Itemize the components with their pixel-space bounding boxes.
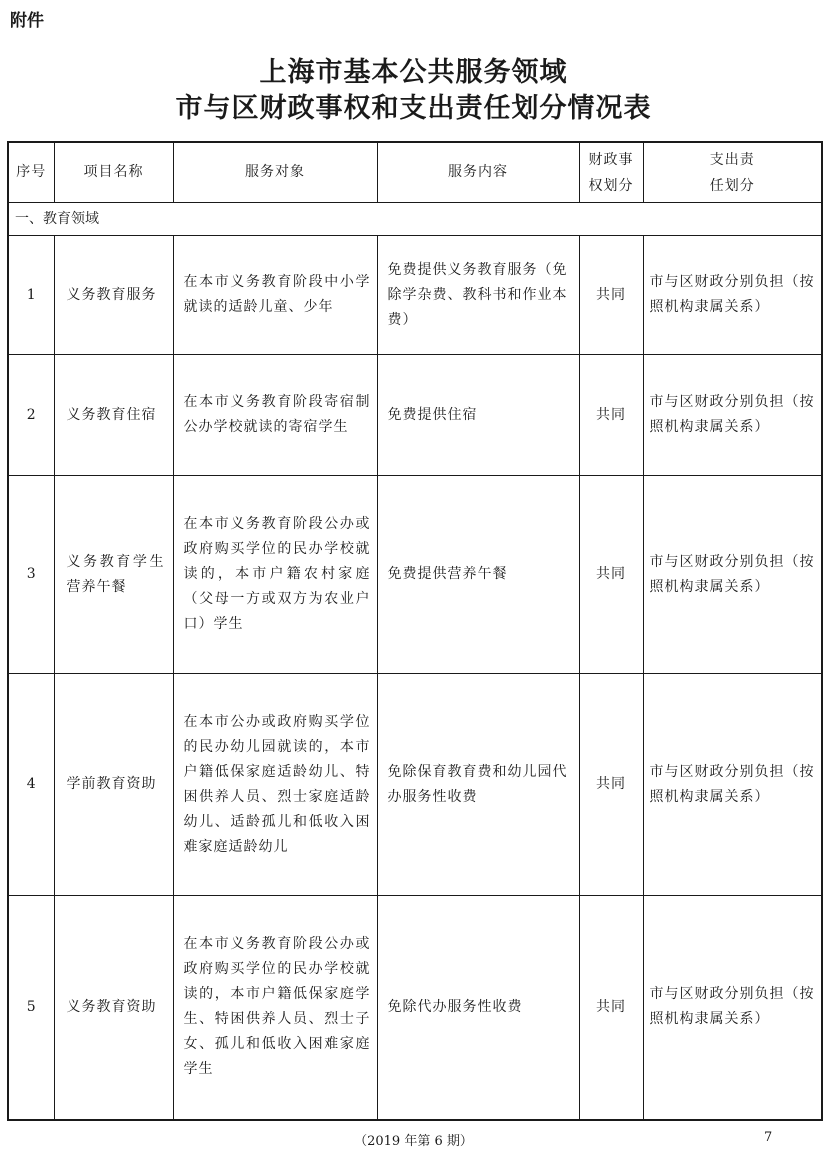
row-object: 在本市义务教育阶段寄宿制公办学校就读的寄宿学生 bbox=[173, 355, 377, 476]
header-authority-line-2: 权划分 bbox=[588, 177, 634, 194]
row-object: 在本市公办或政府购买学位的民办幼儿园就读的，本市户籍低保家庭适龄幼儿、特困供养人员、烈士家庭适龄幼儿、适龄孤儿和低收入困难家庭适龄幼儿 bbox=[173, 674, 377, 896]
row-no: 1 bbox=[8, 236, 54, 355]
row-responsibility: 市与区财政分别负担（按照机构隶属关系） bbox=[643, 236, 822, 355]
row-responsibility: 市与区财政分别负担（按照机构隶属关系） bbox=[643, 674, 822, 896]
responsibility-table bbox=[7, 141, 823, 1121]
page-number: 7 bbox=[764, 1130, 773, 1145]
row-content: 免除保育教育费和幼儿园代办服务性收费 bbox=[377, 674, 579, 896]
row-object: 在本市义务教育阶段中小学就读的适龄儿童、少年 bbox=[173, 236, 377, 355]
row-content: 免除代办服务性收费 bbox=[377, 896, 579, 1120]
row-content: 免费提供营养午餐 bbox=[377, 476, 579, 674]
row-content: 免费提供住宿 bbox=[377, 355, 579, 476]
header-responsibility-line-1: 支出责 bbox=[709, 151, 755, 168]
row-content: 免费提供义务教育服务（免除学杂费、教科书和作业本费） bbox=[377, 236, 579, 355]
table-row bbox=[8, 355, 822, 476]
row-responsibility: 市与区财政分别负担（按照机构隶属关系） bbox=[643, 476, 822, 674]
row-authority: 共同 bbox=[579, 476, 643, 674]
header-responsibility bbox=[643, 142, 822, 203]
header-name: 项目名称 bbox=[54, 142, 173, 203]
row-object: 在本市义务教育阶段公办或政府购买学位的民办学校就读的，本市户籍低保家庭学生、特困供养人员、烈士子女、孤儿和低收入困难家庭学生 bbox=[173, 896, 377, 1120]
row-authority: 共同 bbox=[579, 236, 643, 355]
row-name: 学前教育资助 bbox=[54, 674, 173, 896]
row-responsibility: 市与区财政分别负担（按照机构隶属关系） bbox=[643, 355, 822, 476]
row-no: 5 bbox=[8, 896, 54, 1120]
header-authority-line-1: 财政事 bbox=[588, 151, 634, 168]
row-authority: 共同 bbox=[579, 355, 643, 476]
table-row bbox=[8, 674, 822, 896]
header-responsibility-line-2: 任划分 bbox=[709, 177, 755, 194]
row-no: 3 bbox=[8, 476, 54, 674]
header-content: 服务内容 bbox=[377, 142, 579, 203]
row-no: 4 bbox=[8, 674, 54, 896]
row-name: 义务教育住宿 bbox=[54, 355, 173, 476]
row-no: 2 bbox=[8, 355, 54, 476]
attachment-label: 附件 bbox=[10, 11, 44, 31]
section-title: 一、教育领域 bbox=[8, 203, 822, 236]
row-object: 在本市义务教育阶段公办或政府购买学位的民办学校就读的，本市户籍农村家庭（父母一方或双方为农业户口）学生 bbox=[173, 476, 377, 674]
issue-footer: （2019 年第 6 期） bbox=[354, 1134, 473, 1149]
section-row bbox=[8, 203, 822, 236]
row-authority: 共同 bbox=[579, 674, 643, 896]
table-header-row bbox=[8, 142, 822, 203]
table-row bbox=[8, 896, 822, 1120]
row-name: 义务教育资助 bbox=[54, 896, 173, 1120]
table-row bbox=[8, 476, 822, 674]
row-name: 义务教育学生营养午餐 bbox=[54, 476, 173, 674]
header-authority bbox=[579, 142, 643, 203]
header-object: 服务对象 bbox=[173, 142, 377, 203]
row-name: 义务教育服务 bbox=[54, 236, 173, 355]
header-no: 序号 bbox=[8, 142, 54, 203]
document-title-line-2: 市与区财政事权和支出责任划分情况表 bbox=[175, 93, 652, 124]
table-row bbox=[8, 236, 822, 355]
document-title-line-1: 上海市基本公共服务领域 bbox=[259, 57, 568, 88]
row-responsibility: 市与区财政分别负担（按照机构隶属关系） bbox=[643, 896, 822, 1120]
row-authority: 共同 bbox=[579, 896, 643, 1120]
